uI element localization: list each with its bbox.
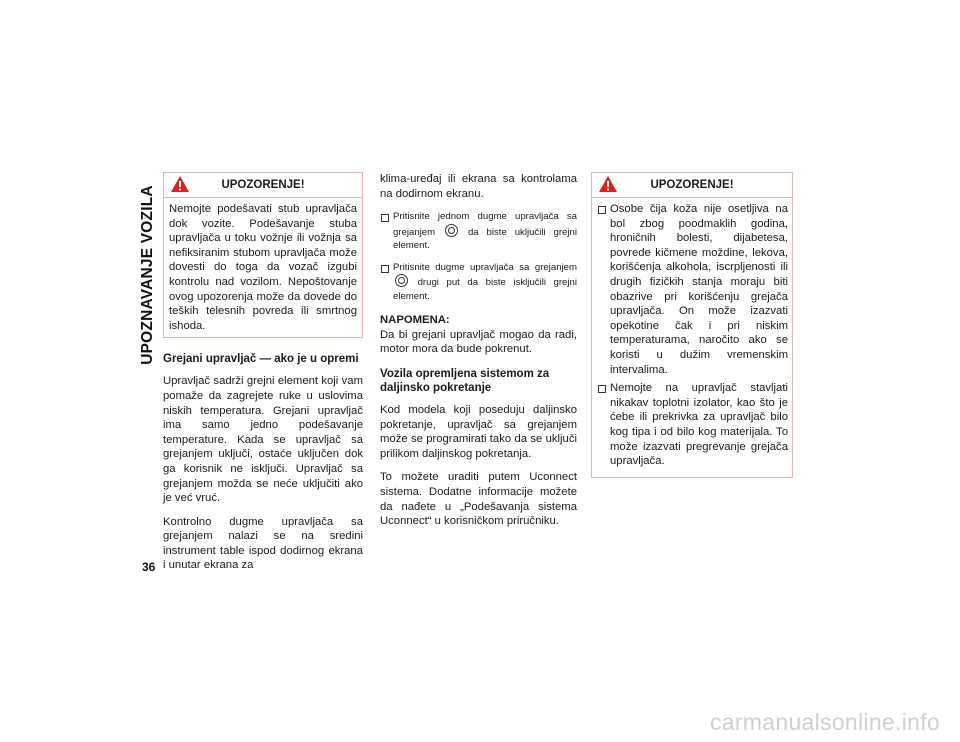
- section-title: [133, 175, 163, 375]
- heated-wheel-para-2: Kontrolno dugme upravljača sa grejanjem nalazi se na sredini instrument table ispod dodirnog ekrana i unutar ekrana za: [163, 515, 363, 572]
- list-item: Nemojte na upravljač stavljati nikakav toplotni izolator, kao što je ćebe ili prekrivka za upravljač bilo kog tipa i od bilo kog materijala. To može izazvati pregrevanje grejača upravljača.: [597, 381, 788, 469]
- list-item: [380, 210, 577, 253]
- note: [380, 313, 577, 357]
- heated-wheel-button-icon: [445, 224, 458, 237]
- warning-triangle-icon: [170, 175, 190, 193]
- list-item: Osobe čija koža nije osetljiva na bol zbog poodmaklih godina, hroničnih bolesti, dijabetesa, povrede kičmene moždine, lekova, korišćenja alkohola, iscrpljenosti ili drugih fizičkih stanja moraju biti obazrive pri korišćenju grejača upravljača. On može izazvati opekotine čak i pri niskim temperaturama, naročito ako se koristi u dužim vremenskim intervalima.: [597, 202, 788, 377]
- bullet-1-text-a: Pritisnite jednom dugme upravljača sa grejanjem: [393, 211, 577, 238]
- warning-triangle-icon: [598, 175, 618, 193]
- warning-header-2: [592, 173, 792, 198]
- note-title: NAPOMENA:: [380, 314, 450, 327]
- heated-wheel-para-cont: klima-uređaj ili ekrana sa kontrolama na dodirnom ekranu.: [380, 173, 577, 200]
- column-3: [591, 172, 793, 492]
- column-2: [380, 172, 577, 538]
- heated-wheel-button-icon: [395, 274, 408, 287]
- bullet-2-text-b: drugi put da biste isključili grejni element.: [393, 277, 577, 302]
- watermark: carmanualsonline.info: [709, 709, 940, 735]
- warning-list-2: [592, 198, 792, 477]
- remote-start-para-2: To možete uraditi putem Uconnect sistema. Dodatne informacije možete da nađete u „Podešavanja sistema Uconnect“ u korisničkom priručniku.: [380, 471, 577, 528]
- remote-start-para-1: Kod modela koji poseduju daljinsko pokretanje, upravljač sa grejanjem može se programirati tako da se uključi prilikom daljinskog pokretanja.: [380, 403, 577, 460]
- remote-start-heading: Vozila opremljena sistemom za daljinsko pokretanje: [380, 367, 550, 394]
- note-text: Da bi grejani upravljač mogao da radi, motor mora da bude pokrenut.: [380, 328, 577, 356]
- warning-title-2: UPOZORENJE!: [650, 178, 734, 191]
- page-number: 36: [142, 560, 156, 574]
- heated-wheel-para-1: Upravljač sadrži grejni element koji vam pomaže da zagrejete ruke u uslovima niskih temperatura. Grejani upravljač ima samo jedno podešavanje temperature. Kada se upravljač sa grejanjem uključi, ostaće uključen dok ga korisnik ne isključi. Upravljač sa grejanjem možda se neće uključiti ako je već vruć.: [163, 375, 363, 505]
- warning-text-1: Nemojte podešavati stub upravljača dok vozite. Podešavanje stuba upravljača u toku vožnje ili vožnja sa nefiksiranim stubom upravljača može dovesti do toga da vozač izgubi kontrolu nad vozilom. Nepoštovanje ovog upozorenja može da dovede do teških telesnih povreda ili smrtnog ishoda.: [169, 203, 357, 332]
- warning-body-1: [164, 198, 362, 337]
- list-item: [380, 261, 577, 304]
- warning-box-1: [163, 172, 363, 338]
- warning-box-2: [591, 172, 793, 478]
- warning-header-1: [164, 173, 362, 198]
- bullet-1-text-b: da biste uključili grejni element.: [393, 226, 577, 252]
- warning-title-1: UPOZORENJE!: [221, 178, 305, 191]
- button-instructions-list: [380, 210, 577, 303]
- section-title-text: UPOZNAVANJE VOZILA: [139, 185, 157, 365]
- column-1: [163, 172, 363, 582]
- heated-wheel-heading: Grejani upravljač — ako je u opremi: [163, 353, 359, 366]
- bullet-2-text-a: Pritisnite dugme upravljača sa grejanjem: [393, 261, 577, 273]
